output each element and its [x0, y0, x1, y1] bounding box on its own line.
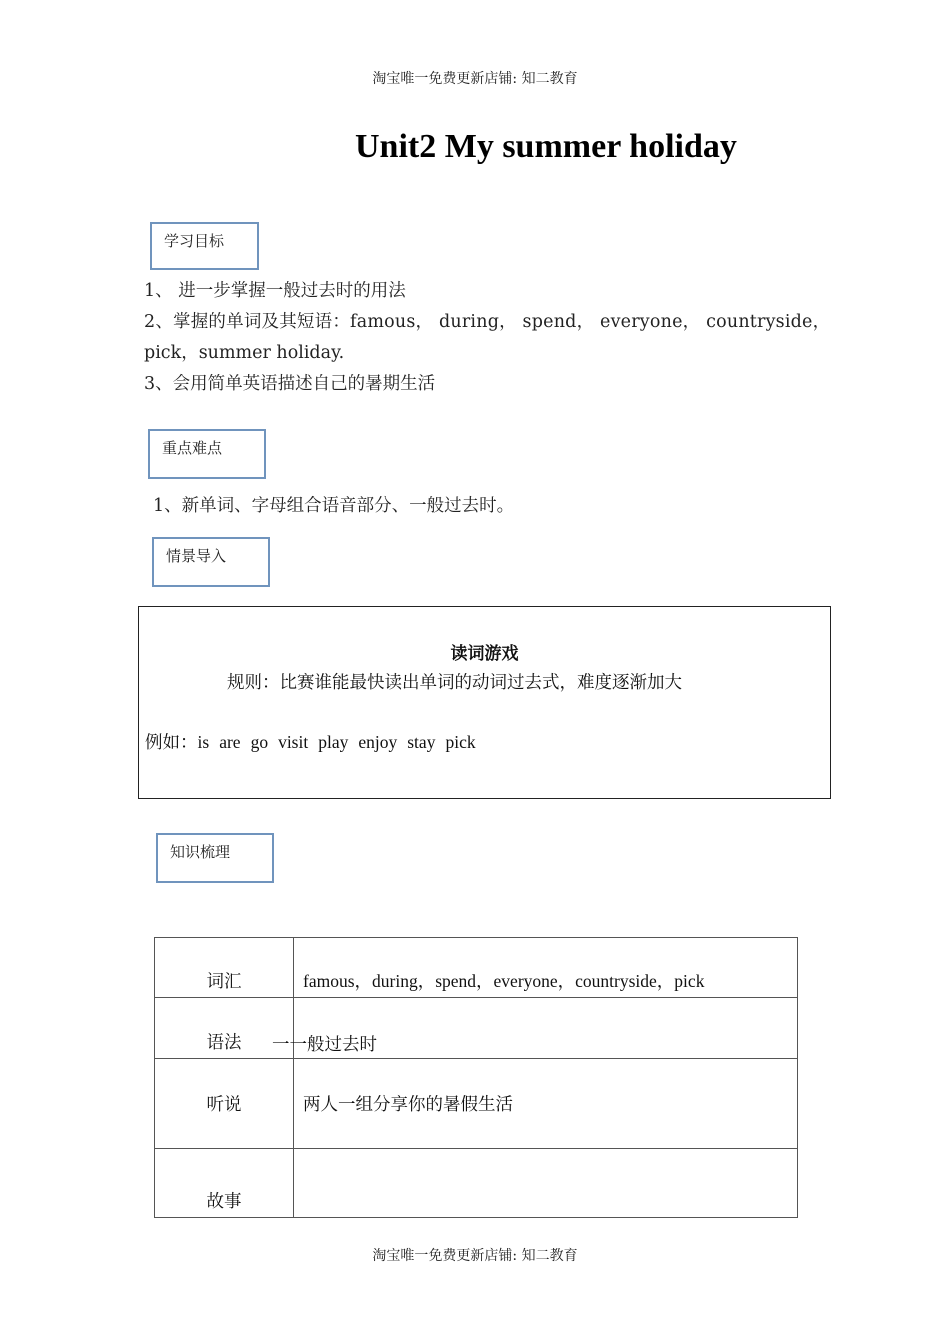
example-word: go [250, 732, 269, 752]
example-word: stay [407, 732, 436, 752]
objective-item-2-cont: pick，summer holiday. [144, 343, 345, 363]
game-title: 读词游戏 [450, 644, 519, 664]
page-title: Unit2 My summer holiday [355, 128, 737, 165]
key-points-label: 重点难点 [148, 429, 266, 479]
knowledge-label: 知识梳理 [156, 833, 274, 883]
category-cell: 语法 [155, 998, 294, 1059]
objective-item-1: 1、 进一步掌握一般过去时的用法 [144, 281, 406, 301]
word-game-box [138, 606, 831, 799]
example-word: is [197, 732, 210, 752]
table-row [155, 938, 798, 998]
category-cell: 听说 [155, 1059, 294, 1149]
scenario-label: 情景导入 [152, 537, 270, 587]
content-cell: famous，during，spend，everyone，countryside，pick [294, 938, 798, 998]
game-example [145, 729, 486, 754]
category-cell: 词汇 [155, 938, 294, 998]
example-word: enjoy [358, 732, 398, 752]
objective-item-3: 3、会用简单英语描述自己的暑期生活 [144, 374, 436, 394]
example-word: play [318, 732, 349, 752]
page-footer: 淘宝唯一免费更新店铺: 知二教育 [372, 1248, 578, 1264]
knowledge-table [154, 937, 798, 1218]
objective-item-2: 2、掌握的单词及其短语：famous， during， spend， everyone， countryside， [144, 312, 831, 332]
table-row [155, 998, 798, 1059]
category-cell: 故事 [155, 1149, 294, 1218]
content-cell [294, 1149, 798, 1218]
example-word: pick [445, 732, 476, 752]
content-cell: 两人一组分享你的暑假生活 [294, 1059, 798, 1149]
grammar-content: 一一般过去时 [272, 1035, 377, 1055]
example-word: are [219, 732, 241, 752]
game-rule: 规则：比赛谁能最快读出单词的动词过去式，难度逐渐加大 [227, 673, 682, 693]
example-word: visit [278, 732, 309, 752]
table-row [155, 1059, 798, 1149]
objectives-label: 学习目标 [150, 222, 259, 270]
example-prefix: 例如： [145, 733, 198, 753]
key-points-text: 1、新单词、字母组合语音部分、一般过去时。 [153, 496, 515, 516]
page-header: 淘宝唯一免费更新店铺: 知二教育 [372, 71, 578, 87]
table-row [155, 1149, 798, 1218]
